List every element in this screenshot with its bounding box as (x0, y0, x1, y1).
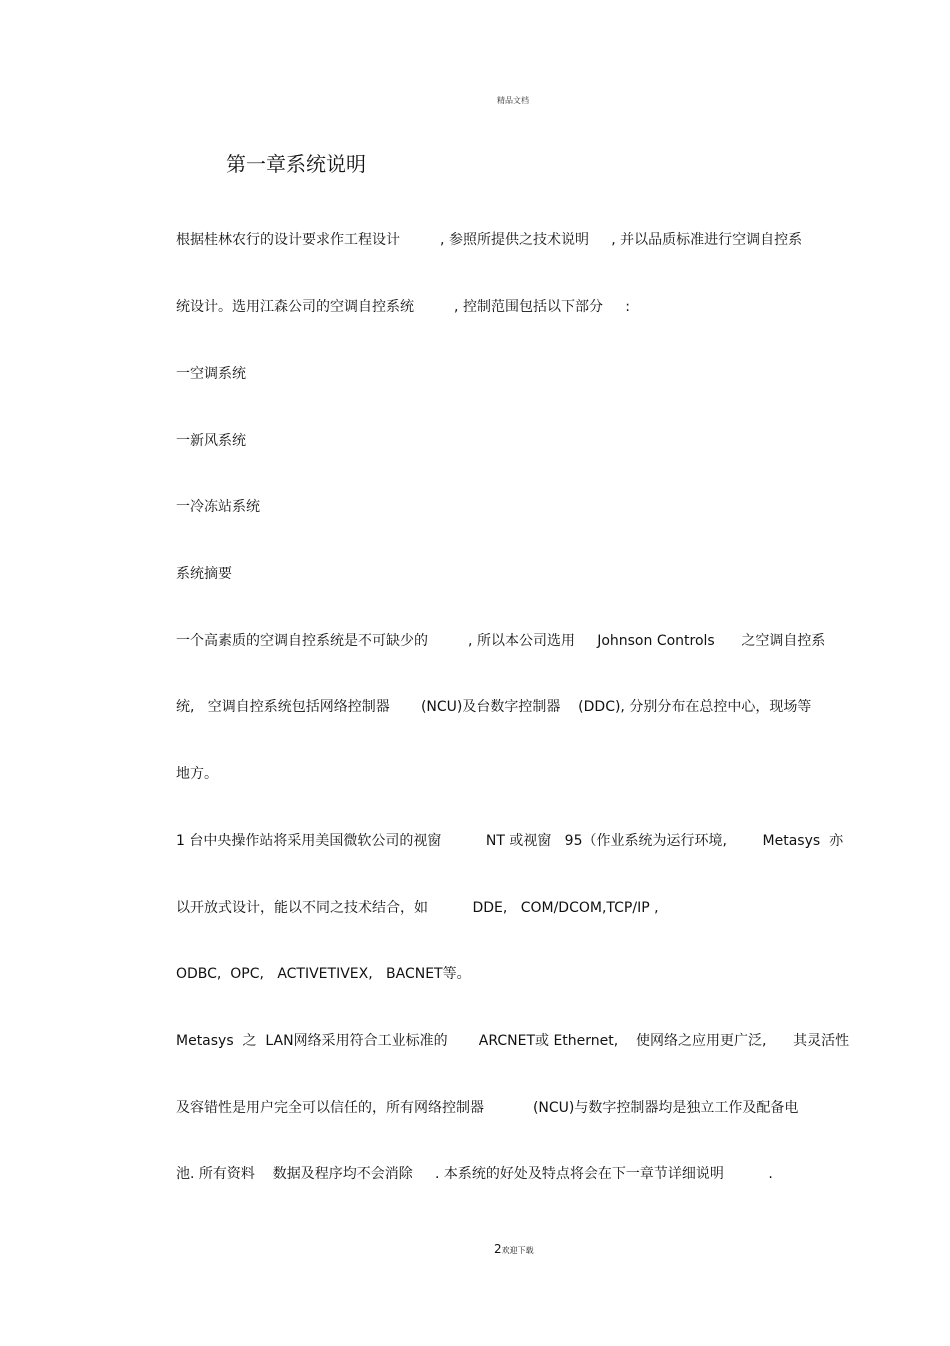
paragraph-line: 根据桂林农行的设计要求作工程设计 , 参照所提供之技术说明 , 并以品质标准进行空调自控系 (176, 232, 803, 248)
paragraph-line: 统设计。选用江森公司的空调自控系统 , 控制范围包括以下部分 : (176, 299, 630, 315)
page-footer (494, 1238, 534, 1257)
paragraph-line: 以开放式设计，能以不同之技术结合，如 DDE, COM/DCOM,TCP/IP , (176, 900, 659, 916)
paragraph-line: 统, 空调自控系统包括网络控制器 (NCU)及台数字控制器 (DDC), 分别分布在总控中心，现场等 (176, 699, 812, 715)
page-header: 精品文档 (497, 96, 529, 105)
paragraph-line: 一个高素质的空调自控系统是不可缺少的 , 所以本公司选用 Johnson Controls 之空调自控系 (176, 633, 826, 649)
list-item: 一空调系统 (176, 366, 246, 382)
footer-label: 欢迎下载 (501, 1246, 534, 1255)
paragraph-line: 地方。 (176, 766, 218, 782)
chapter-title: 第一章系统说明 (226, 152, 366, 176)
list-item: 一新风系统 (176, 433, 246, 449)
page-number: 2 (494, 1242, 502, 1256)
paragraph-line: Metasys 之 LAN网络采用符合工业标准的 ARCNET或 Ethernet, 使网络之应用更广泛, 其灵活性 (176, 1033, 850, 1049)
paragraph-line: 池. 所有资料 数据及程序均不会消除 . 本系统的好处及特点将会在下一章节详细说明 . (176, 1166, 773, 1182)
paragraph-line: ODBC, OPC, ACTIVETIVEX, BACNET等。 (176, 966, 471, 982)
paragraph-line: 1 台中央操作站将采用美国微软公司的视窗 NT 或视窗 95（作业系统为运行环境, Metasys 亦 (176, 833, 844, 849)
section-heading: 系统摘要 (176, 566, 232, 582)
paragraph-line: 及容错性是用户完全可以信任的，所有网络控制器 (NCU)与数字控制器均是独立工作及配备电 (176, 1100, 799, 1116)
list-item: 一冷冻站系统 (176, 499, 260, 515)
